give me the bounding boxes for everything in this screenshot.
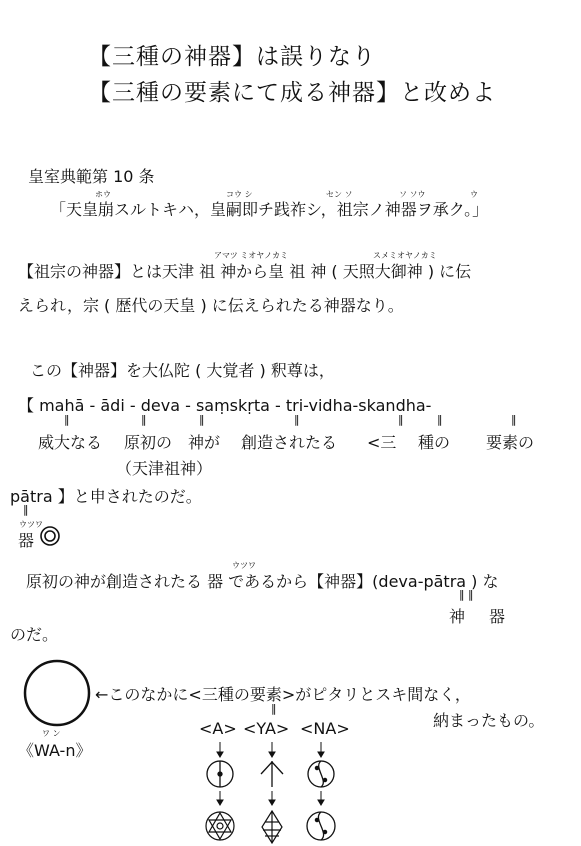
gloss-4: 創造されたる [241, 433, 338, 452]
wan-arrow-text: ←このなかに<三種の要素>がピタリとスキ間なく， [95, 685, 471, 704]
wan-label: 《WA-n》 [18, 741, 92, 760]
gloss-1: 威大なる [38, 433, 103, 452]
eq-4: ‖ [294, 413, 300, 426]
eq-2: ‖ [141, 413, 147, 426]
na-yinyang-icon [307, 812, 335, 840]
utsuwa-ruby: ウツワ [19, 520, 43, 529]
wan-ruby: ワ ン [42, 729, 61, 738]
gloss-utsuwa: 器 [489, 607, 506, 626]
a-star-circle-icon [206, 812, 234, 840]
gloss-sub: （天津祖神） [116, 459, 213, 478]
ruby-sosou: ソ ソウ [399, 190, 426, 199]
buddha-intro: この【神器】を大仏陀 ( 大覚者 ) 釈尊は， [30, 361, 335, 380]
wan-circle-icon [22, 658, 92, 728]
ya-symbol-icon [261, 761, 283, 787]
na-symbol-icon [308, 761, 334, 787]
gloss-kami: 神 [449, 607, 466, 626]
utsuwa-char: 器 [18, 531, 35, 550]
deva-patra-line: 原初の神が創造されたる 器 であるから【神器】(deva-pātra ) な [26, 572, 499, 591]
eq-1: ‖ [64, 413, 70, 426]
double-circle-icon [40, 526, 62, 548]
eq-patra: ‖ [23, 503, 29, 516]
ruby-amatsu: アマツ ミオヤノカミ [214, 251, 289, 260]
law-quote: 「天皇崩スルトキハ，皇嗣即チ践祚シ，祖宗ノ神器ヲ承ク。」 [50, 200, 489, 219]
eq-wan: ‖ [271, 702, 277, 715]
patra-line: pātra 】と申されたのだ。 [10, 487, 202, 506]
deva-end: のだ。 [10, 625, 59, 644]
ruby-u: ウ [470, 190, 478, 199]
element-symbols [195, 740, 355, 846]
sosou-line-1: 【祖宗の神器】とは天津 祖 神から皇 祖 神 ( 天照大御神 ) に伝 [18, 262, 472, 281]
utsuwa-ruby-2: ウツワ [232, 561, 256, 570]
a-symbol-icon [207, 761, 233, 787]
title-line-1: 【三種の神器】は誤りなり [88, 44, 376, 70]
ruby-senso: セン ソ [326, 190, 353, 199]
ruby-hou: ホウ [95, 190, 111, 199]
ya-diamond-icon [262, 811, 282, 843]
eq-deva: ‖ ‖ [459, 588, 474, 601]
law-heading: 皇室典範第 10 条 [28, 167, 155, 186]
title-line-2: 【三種の要素にて成る神器】と改めよ [88, 80, 496, 106]
ruby-sume: スメミオヤノカミ [373, 251, 437, 260]
gloss-2: 原初の [124, 433, 173, 452]
element-na: <NA> [300, 719, 350, 738]
element-a: <A> [199, 719, 237, 738]
eq-3: ‖ [199, 413, 205, 426]
eq-7: ‖ [511, 413, 517, 426]
gloss-3: 神が [188, 433, 221, 452]
eq-5: ‖ [398, 413, 404, 426]
gloss-6: 種の [418, 433, 451, 452]
element-ya: <YA> [243, 719, 290, 738]
gloss-7: 要素の [486, 433, 535, 452]
gloss-5: <三 [367, 433, 397, 452]
eq-6: ‖ [437, 413, 443, 426]
wan-arrow-text-2: 納まったもの。 [433, 711, 545, 730]
sanskrit-line: 【 mahā - ādi - deva - saṃskṛta - tri-vidha-skandha- [18, 396, 432, 415]
sosou-line-2: えられ，宗 ( 歴代の天皇 ) に伝えられたる神器なり。 [18, 296, 404, 315]
ruby-koushi: コウ シ [226, 190, 253, 199]
